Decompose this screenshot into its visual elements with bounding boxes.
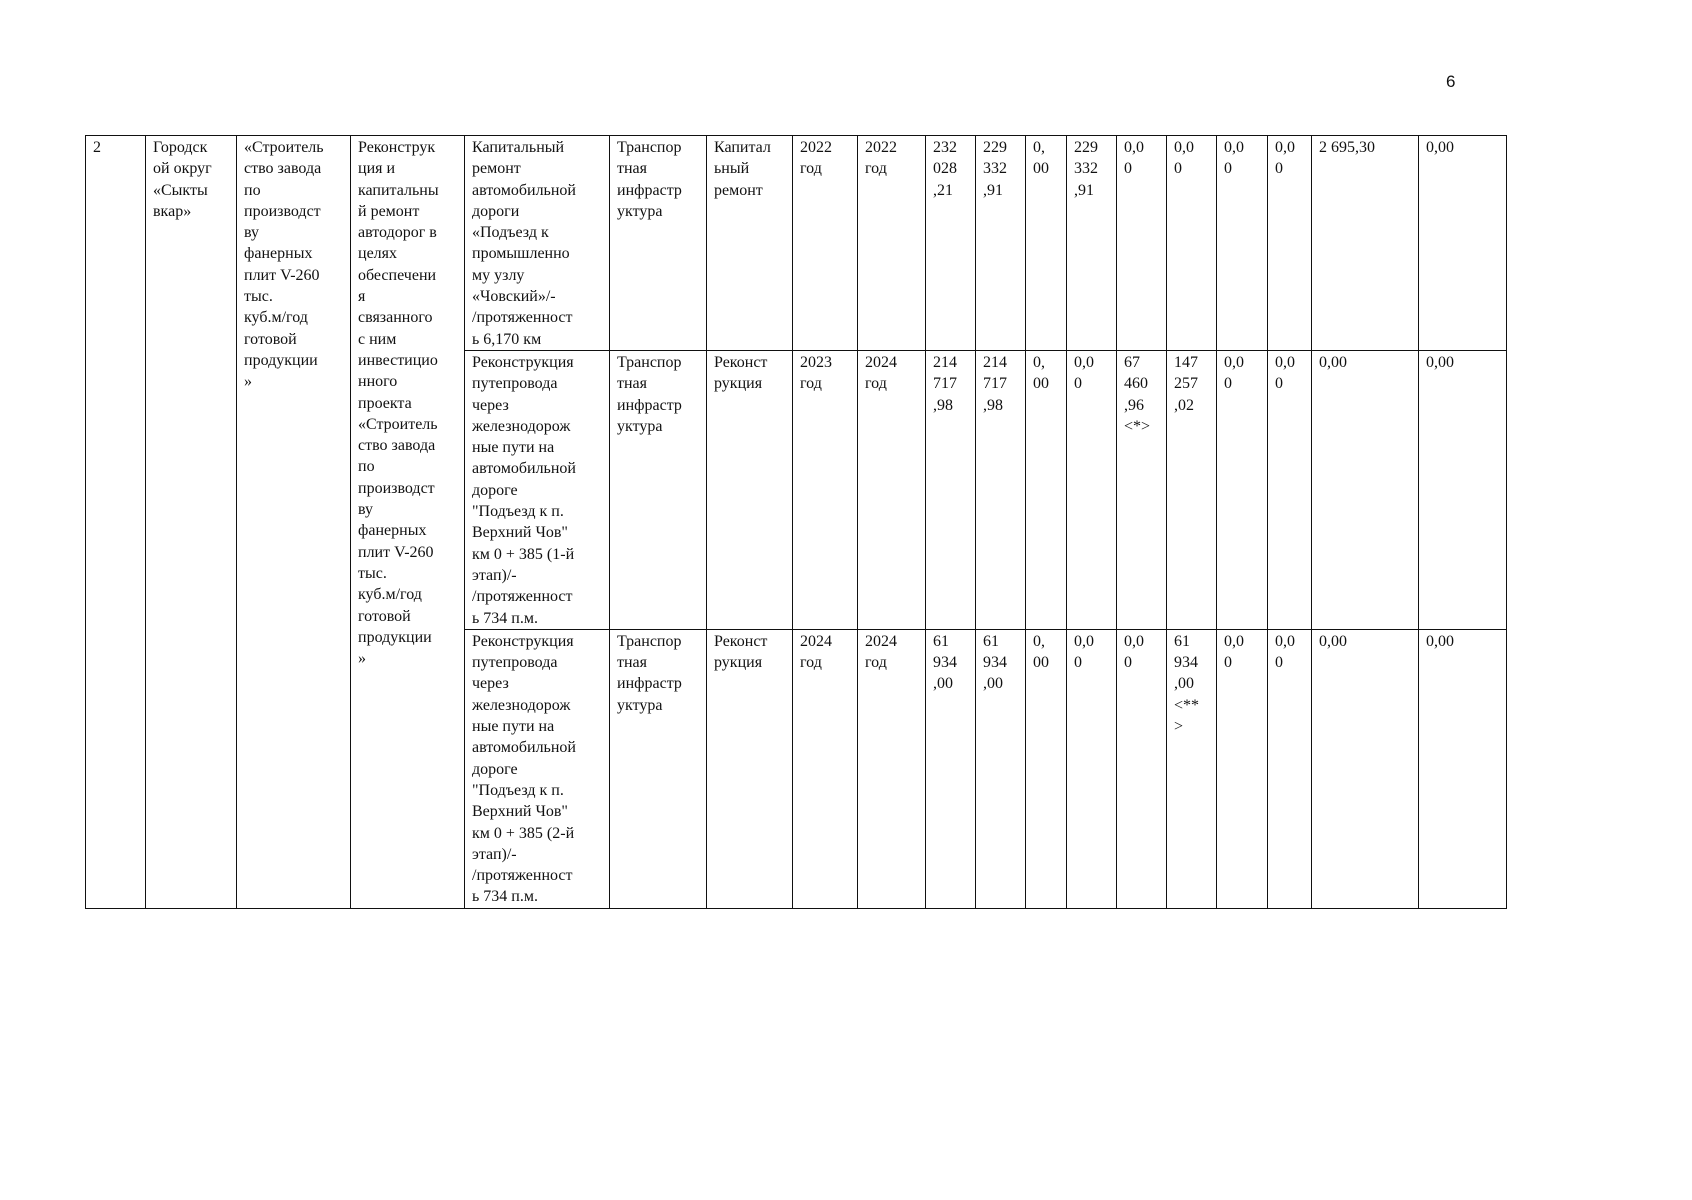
cell-text-line: 0,0 (1074, 353, 1094, 371)
value-cell (1117, 629, 1167, 908)
cell-text-line: ь 734 п.м. (472, 609, 538, 627)
cell-text-line: 0,00 (1319, 353, 1347, 371)
cell-text-line: 2024 (865, 353, 897, 371)
start-year-cell (793, 350, 858, 629)
cell-text-line: по (358, 458, 375, 476)
cell-text-line: 147 (1174, 353, 1198, 371)
work-type-cell (707, 350, 793, 629)
cell-text-line: км 0 + 385 (2-й (472, 824, 575, 842)
cell-text-line: 0 (1275, 375, 1283, 393)
cell-text-line: 934 (1174, 654, 1198, 672)
cell-text-line: ,91 (983, 181, 1003, 199)
cell-text-line: 2022 (865, 139, 897, 156)
cell-text-line: автомобильной (472, 460, 576, 478)
cell-text-line: ство завода (358, 437, 436, 455)
cell-text-line: связанного (358, 309, 433, 327)
cell-text-line: 0,0 (1275, 353, 1295, 371)
cell-text-line: ные пути на (472, 718, 555, 736)
value-cell (1117, 350, 1167, 629)
value-cell (1026, 350, 1067, 629)
cell-text-line: куб.м/год (244, 309, 308, 327)
value-cell (1067, 350, 1117, 629)
cell-text-line: нного (358, 373, 398, 391)
cell-text-line: 2024 (865, 632, 897, 650)
value-cell (1312, 629, 1419, 908)
cell-text-line: 028 (933, 160, 957, 178)
cell-text-line: с ним (358, 330, 397, 348)
cell-text-line: год (865, 160, 887, 178)
cell-text-line: «Човский»/- (472, 288, 556, 306)
cell-text-line: 460 (1124, 375, 1148, 393)
cell-text-line: 0,0 (1275, 139, 1295, 156)
cell-text-line: 0,0 (1224, 139, 1244, 156)
total-cost-cell (926, 136, 976, 351)
cell-text-line: тыс. (358, 564, 387, 582)
cell-text-line: Транспор (617, 139, 682, 156)
cell-text-line: 0,00 (1426, 139, 1454, 156)
cell-text-line: 0, (1033, 139, 1045, 156)
cell-text-line: уктура (617, 696, 663, 714)
value-cell (1067, 629, 1117, 908)
value-cell (1419, 136, 1507, 351)
value-cell (1167, 350, 1217, 629)
cell-text-line: Капитальный (472, 139, 565, 156)
value-cell (1167, 629, 1217, 908)
cell-text-line: фанерных (358, 522, 427, 540)
cell-text-line: рукция (714, 654, 763, 672)
cell-text-line: 332 (983, 160, 1007, 178)
cell-text-line: железнодорож (472, 417, 571, 435)
end-year-cell (858, 350, 926, 629)
cell-text-line: ство завода (244, 160, 322, 178)
cell-text-line: 214 (983, 353, 1007, 371)
cell-text-line: инфрастр (617, 181, 682, 199)
cell-text-line: » (358, 650, 366, 668)
cell-text-line: 0 (1275, 160, 1283, 178)
cell-text-line: год (800, 375, 822, 393)
cell-text-line: 00 (1033, 375, 1049, 393)
cell-text-line: 934 (933, 654, 957, 672)
object-name-cell (465, 350, 610, 629)
cell-text-line: ь 6,170 км (472, 330, 542, 348)
cell-text-line: 0,00 (1426, 632, 1454, 650)
value-cell (976, 136, 1026, 351)
value-cell (1026, 629, 1067, 908)
cell-text-line: год (865, 375, 887, 393)
cell-text-line: «Подъезд к (472, 224, 549, 242)
cell-text-line: готовой (358, 607, 411, 625)
cell-text-line: уктура (617, 417, 663, 435)
cell-text-line: дороге (472, 481, 518, 499)
cell-text-line: 0,0 (1074, 632, 1094, 650)
cell-text-line: 0, (1033, 632, 1045, 650)
start-year-cell (793, 629, 858, 908)
value-cell (976, 629, 1026, 908)
cell-text-line: инвестицио (358, 351, 438, 369)
cell-text-line: производст (358, 479, 435, 497)
cell-text-line: тыс. (244, 288, 273, 306)
work-type-cell (707, 136, 793, 351)
value-cell (1268, 136, 1312, 351)
category-cell (610, 136, 707, 351)
cell-text-line: /протяженност (472, 588, 573, 606)
cell-text-line: Реконст (714, 632, 768, 650)
cell-text-line: 0,00 (1319, 632, 1347, 650)
cell-text-line: 61 (933, 632, 949, 650)
value-cell (1312, 136, 1419, 351)
municipality-cell (146, 136, 237, 909)
cell-text-line: > (1174, 718, 1184, 736)
cell-text-line: Верхний Чов" (472, 803, 568, 821)
cell-text-line: тная (617, 654, 648, 672)
cell-text-line: 214 (933, 353, 957, 371)
cell-text-line: км 0 + 385 (1-й (472, 545, 575, 563)
start-year-cell (793, 136, 858, 351)
cell-text-line: инфрастр (617, 396, 682, 414)
cell-text-line: 232 (933, 139, 957, 156)
cell-text-line: 0 (1124, 654, 1132, 672)
cell-text-line: я (358, 288, 366, 306)
cell-text-line: плит V-260 (358, 543, 434, 561)
cell-text-line: 257 (1174, 375, 1198, 393)
cell-text-line: производст (244, 202, 321, 220)
cell-text-line: продукции (358, 628, 432, 646)
project-cell (237, 136, 351, 909)
cell-text-line: год (800, 654, 822, 672)
cell-text-line: тная (617, 160, 648, 178)
cell-text-line: 332 (1074, 160, 1098, 178)
cell-text-line: 0 (1074, 654, 1082, 672)
cell-text-line: 00 (1033, 654, 1049, 672)
object-name-cell (465, 629, 610, 908)
cell-text-line: "Подъезд к п. (472, 503, 564, 521)
cell-text-line: 229 (1074, 139, 1098, 156)
cell-text-line: 00 (1033, 160, 1049, 178)
table-row (86, 136, 1507, 351)
cell-text-line: 67 (1124, 353, 1140, 371)
cell-text-line: 0,0 (1224, 353, 1244, 371)
cell-text-line: 0,0 (1124, 139, 1144, 156)
cell-text-line: 717 (933, 375, 957, 393)
cell-text-line: ьный (714, 160, 750, 178)
object-name-cell (465, 136, 610, 351)
cell-text-line: /протяженност (472, 867, 573, 885)
cell-text-line: ,02 (1174, 396, 1194, 414)
cell-text-line: Транспор (617, 632, 682, 650)
cell-text-line: «Сыкты (153, 181, 208, 199)
category-cell (610, 629, 707, 908)
cell-text-line: ремонт (714, 181, 763, 199)
cell-text-line: вкар» (153, 202, 192, 220)
cell-text-line: 61 (1174, 632, 1190, 650)
cell-text-line: Транспор (617, 353, 682, 371)
cell-text-line: целях (358, 245, 398, 263)
total-cost-cell (926, 629, 976, 908)
cell-text-line: ные пути на (472, 439, 555, 457)
category-cell (610, 350, 707, 629)
value-cell (1217, 350, 1268, 629)
cell-text-line: Реконструкция (472, 632, 574, 650)
value-cell (1026, 136, 1067, 351)
cell-text-line: плит V-260 (244, 266, 320, 284)
cell-text-line: ,00 (983, 675, 1003, 693)
cell-text-line: 2023 (800, 353, 832, 371)
cell-text-line: этап)/- (472, 845, 517, 863)
cell-text-line: готовой (244, 330, 297, 348)
cell-text-line: Капитал (714, 139, 771, 156)
cell-text-line: фанерных (244, 245, 313, 263)
cell-text-line: автомобильной (472, 739, 576, 757)
cell-text-line: «Строитель (358, 415, 438, 433)
cell-text-line: 2 695,30 (1319, 139, 1375, 156)
cell-text-line: этап)/- (472, 566, 517, 584)
cell-text-line: ,98 (983, 396, 1003, 414)
cell-text-line: «Строитель (244, 139, 324, 156)
cell-text-line: Реконструкция (472, 353, 574, 371)
cell-text-line: 0 (1224, 654, 1232, 672)
cell-text-line: <*> (1124, 417, 1151, 435)
cell-text-line: 0 (1124, 160, 1132, 178)
cell-text-line: ,98 (933, 396, 953, 414)
end-year-cell (858, 136, 926, 351)
cell-text-line: через (472, 396, 509, 414)
cell-text-line: 0,0 (1174, 139, 1194, 156)
cell-text-line: Реконст (714, 353, 768, 371)
cell-text-line: ,21 (933, 181, 953, 199)
cell-text-line: 0 (1174, 160, 1182, 178)
cell-text-line: автомобильной (472, 181, 576, 199)
cell-text-line: 0,0 (1124, 632, 1144, 650)
value-cell (1419, 350, 1507, 629)
cell-text-line: через (472, 675, 509, 693)
cell-text-line: Верхний Чов" (472, 524, 568, 542)
value-cell (1167, 136, 1217, 351)
cell-text-line: ву (358, 501, 374, 519)
value-cell (1117, 136, 1167, 351)
end-year-cell (858, 629, 926, 908)
cell-text-line: обеспечени (358, 266, 437, 284)
total-cost-cell (926, 350, 976, 629)
cell-text-line: 0,0 (1224, 632, 1244, 650)
page-number: 6 (1446, 72, 1456, 91)
value-cell (1067, 136, 1117, 351)
cell-text-line: путепровода (472, 654, 558, 672)
work-type-cell (707, 629, 793, 908)
cell-text-line: дороги (472, 202, 520, 220)
cell-text-line: дороге (472, 760, 518, 778)
value-cell (1419, 629, 1507, 908)
cell-text-line: 0, (1033, 353, 1045, 371)
cell-text-line: 0 (1224, 375, 1232, 393)
value-cell (1268, 629, 1312, 908)
cell-text-line: му узлу (472, 266, 525, 284)
cell-text-line: й ремонт (358, 202, 420, 220)
investment-objects-table (85, 135, 1507, 909)
cell-text-line: 2022 (800, 139, 832, 156)
cell-text-line: 2024 (800, 632, 832, 650)
cell-text-line: 717 (983, 375, 1007, 393)
cell-text-line: автодорог в (358, 224, 437, 242)
cell-text-line: год (865, 654, 887, 672)
cell-text-line: /протяженност (472, 309, 573, 327)
cell-text-line: ь 734 п.м. (472, 888, 538, 906)
cell-text-line: путепровода (472, 375, 558, 393)
cell-text-line: ву (244, 224, 260, 242)
cell-text-line: 0 (1224, 160, 1232, 178)
cell-text-line: ,00 (933, 675, 953, 693)
cell-text-line: ремонт (472, 160, 521, 178)
cell-text-line: ой округ (153, 160, 212, 178)
cell-text-line: ция и (358, 160, 396, 178)
cell-text-line: ,00 (1174, 675, 1194, 693)
value-cell (1268, 350, 1312, 629)
cell-text-line: инфрастр (617, 675, 682, 693)
cell-text-line: куб.м/год (358, 586, 422, 604)
cell-text-line: Городск (153, 139, 208, 156)
cell-text-line: Реконструк (358, 139, 436, 156)
cell-text-line: по (244, 181, 261, 199)
cell-text-line: тная (617, 375, 648, 393)
value-cell (1217, 629, 1268, 908)
row-index-cell: 2 (86, 136, 146, 909)
cell-text-line: уктура (617, 202, 663, 220)
value-cell (1217, 136, 1268, 351)
cell-text-line: » (244, 373, 252, 391)
measure-cell (351, 136, 465, 909)
cell-text-line: 934 (983, 654, 1007, 672)
cell-text-line: проекта (358, 394, 412, 412)
cell-text-line: ,96 (1124, 396, 1144, 414)
value-cell (1312, 350, 1419, 629)
cell-text-line: 0,00 (1426, 353, 1454, 371)
cell-text-line: железнодорож (472, 696, 571, 714)
value-cell (976, 350, 1026, 629)
cell-text-line: "Подъезд к п. (472, 781, 564, 799)
cell-text-line: рукция (714, 375, 763, 393)
cell-text-line: год (800, 160, 822, 178)
cell-text-line: <** (1174, 696, 1200, 714)
cell-text-line: 61 (983, 632, 999, 650)
cell-text-line: ,91 (1074, 181, 1094, 199)
cell-text-line: капитальны (358, 181, 439, 199)
cell-text-line: 0,0 (1275, 632, 1295, 650)
cell-text-line: промышленно (472, 245, 570, 263)
cell-text-line: продукции (244, 351, 318, 369)
cell-text-line: 0 (1275, 654, 1283, 672)
cell-text-line: 0 (1074, 375, 1082, 393)
cell-text-line: 229 (983, 139, 1007, 156)
